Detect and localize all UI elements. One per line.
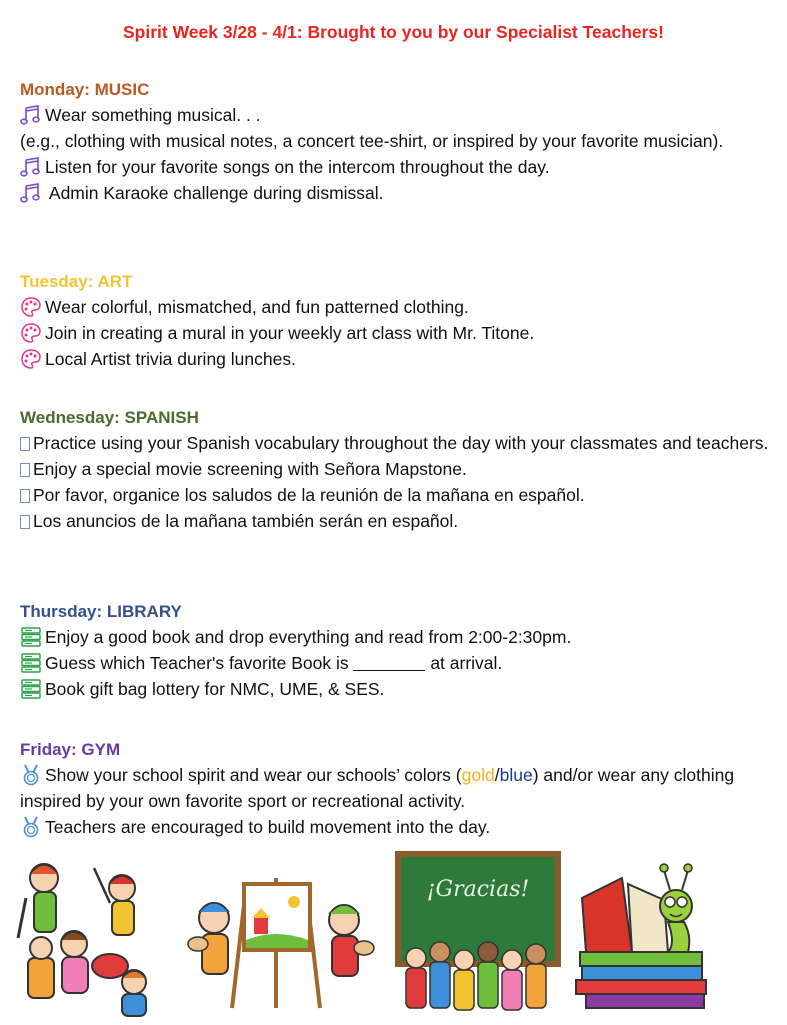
missing-glyph-icon (20, 437, 30, 451)
books-icon (20, 678, 42, 700)
gracias-text: ¡Gracias! (426, 877, 530, 902)
gracias-illustration (394, 848, 562, 1020)
palette-icon (20, 348, 42, 370)
books-icon (20, 626, 42, 648)
blue-word: blue (499, 765, 533, 785)
music-note-icon (20, 182, 42, 204)
list-item: Teachers are encouraged to build movement into the day. (20, 814, 770, 840)
list-item: Practice using your Spanish vocabulary throughout the day with your classmates and teachers. (20, 430, 770, 456)
list-item: Local Artist trivia during lunches. (20, 346, 770, 372)
missing-glyph-icon (20, 463, 30, 477)
medal-icon (20, 816, 42, 838)
medal-icon (20, 764, 42, 786)
list-item: Show your school spirit and wear our schools’ colors (gold/blue) and/or wear any clothing inspired by your own favorite sport or recreational activity. (20, 765, 735, 811)
thursday-section (20, 600, 770, 702)
list-item: Por favor, organice los saludos de la reunión de la mañana en español. (20, 482, 770, 508)
list-item: Enjoy a special movie screening with Señora Mapstone. (20, 456, 770, 482)
books-icon (20, 652, 42, 674)
palette-icon (20, 296, 42, 318)
tuesday-section (20, 270, 770, 372)
list-item: Wear something musical. . . (20, 102, 770, 128)
palette-icon (20, 322, 42, 344)
music-note-icon (20, 104, 42, 126)
wednesday-heading: Wednesday: SPANISH (20, 408, 199, 427)
music-note-icon (20, 156, 42, 178)
list-item: Los anuncios de la mañana también serán en español. (20, 508, 770, 534)
list-item: (e.g., clothing with musical notes, a concert tee-shirt, or inspired by your favorite musician). (20, 131, 724, 151)
missing-glyph-icon (20, 515, 30, 529)
friday-section (20, 738, 770, 840)
friday-heading: Friday: GYM (20, 740, 121, 759)
list-item: Wear colorful, mismatched, and fun patterned clothing. (20, 294, 770, 320)
thursday-heading: Thursday: LIBRARY (20, 602, 182, 621)
tuesday-heading: Tuesday: ART (20, 272, 133, 291)
art-kids-illustration (184, 848, 380, 1020)
monday-heading: Monday: MUSIC (20, 80, 150, 99)
wednesday-section (20, 406, 770, 534)
page-title: Spirit Week 3/28 - 4/1: Brought to you by our Specialist Teachers! (122, 22, 664, 42)
list-item: Admin Karaoke challenge during dismissal. (20, 180, 770, 206)
list-item: Book gift bag lottery for NMC, UME, & SES. (20, 676, 770, 702)
list-item: Guess which Teacher's favorite Book is at arrival. (20, 650, 770, 676)
music-kids-illustration (14, 848, 166, 1020)
missing-glyph-icon (20, 489, 30, 503)
fill-in-blank (353, 654, 425, 671)
list-item: Enjoy a good book and drop everything and read from 2:00-2:30pm. (20, 624, 770, 650)
bookworm-illustration (572, 848, 712, 1020)
list-item: Join in creating a mural in your weekly art class with Mr. Titone. (20, 320, 770, 346)
list-item: Listen for your favorite songs on the intercom throughout the day. (20, 154, 770, 180)
monday-section (20, 78, 770, 206)
gold-word: gold (461, 765, 495, 785)
